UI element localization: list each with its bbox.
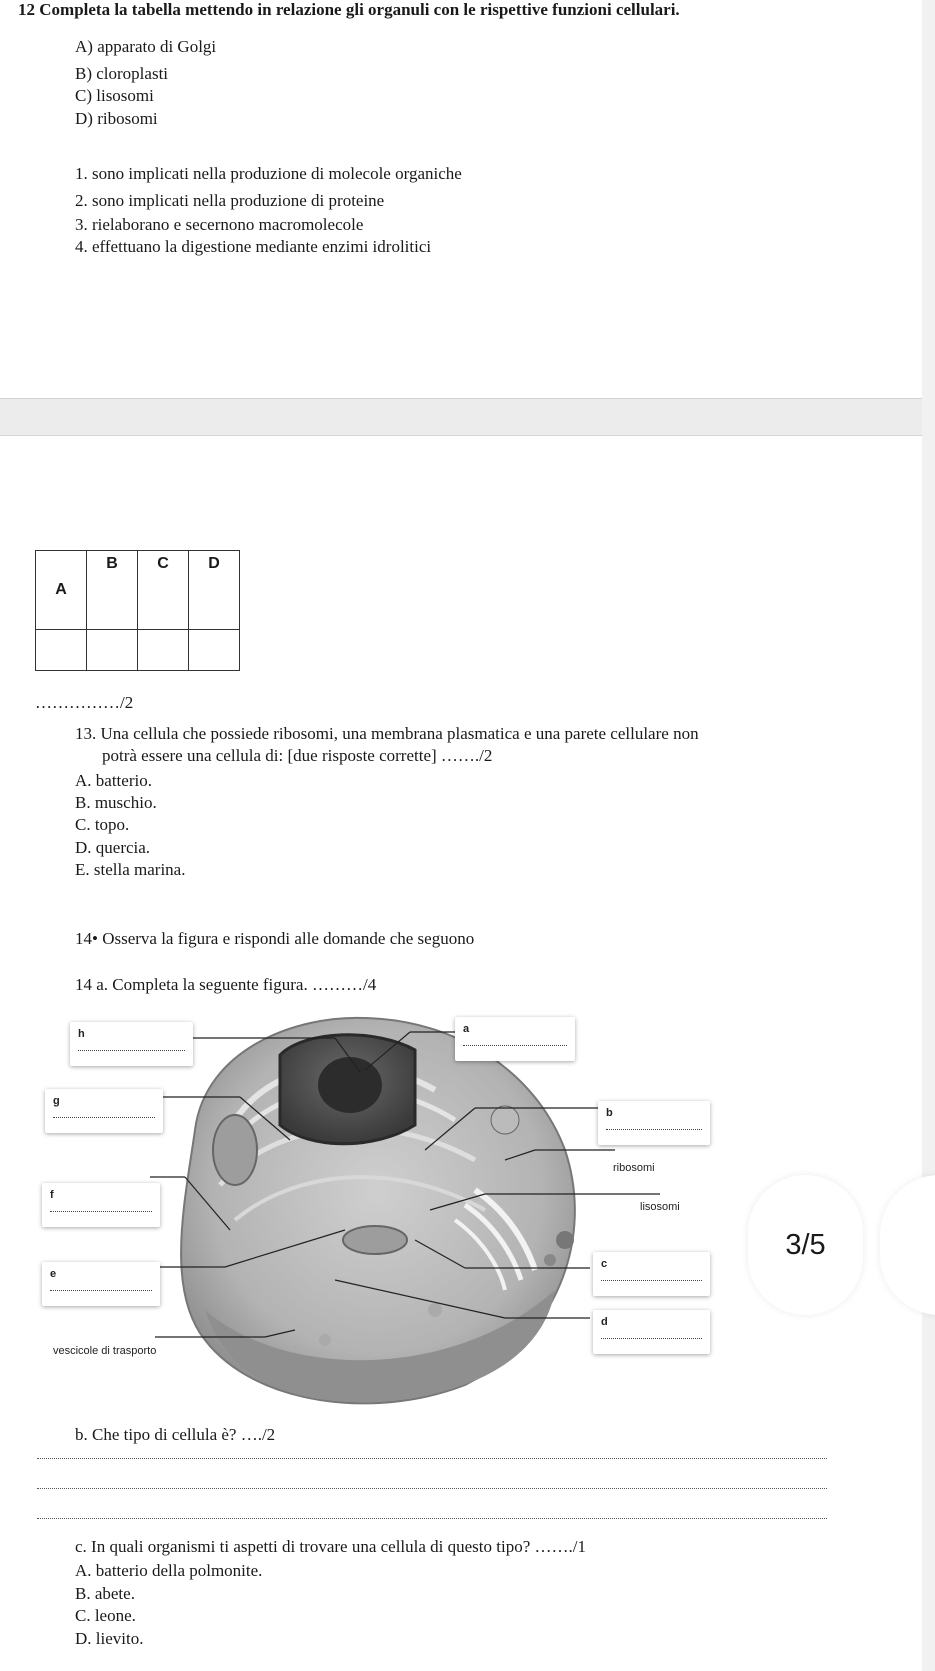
figure-label-b[interactable]: b	[598, 1101, 710, 1145]
figure-label-c[interactable]: c	[593, 1252, 710, 1296]
next-page-handle[interactable]	[880, 1175, 935, 1315]
figure-label-d[interactable]: d	[593, 1310, 710, 1354]
answer-table	[35, 550, 240, 671]
answer-line-3[interactable]	[37, 1518, 827, 1519]
q13-option-b: B. muschio.	[75, 793, 157, 812]
function-4: 4. effettuano la digestione mediante enzimi idrolitici	[75, 237, 432, 256]
table-header-a: A	[36, 551, 87, 630]
answer-line-2[interactable]	[37, 1488, 827, 1489]
organelle-b: B) cloroplasti	[75, 64, 169, 83]
q14-title: 14• Osserva la figura e rispondi alle domande che seguono	[75, 929, 475, 948]
q12-title: 12 Completa la tabella mettendo in relazione gli organuli con le rispettive funzioni cellulari.	[18, 0, 680, 19]
organelle-d: D) ribosomi	[75, 109, 158, 128]
organelle-c: C) lisosomi	[75, 86, 154, 105]
q14c-option-c: C. leone.	[75, 1606, 136, 1625]
q13-option-d: D. quercia.	[75, 838, 151, 857]
q14c-option-b: B. abete.	[75, 1584, 135, 1603]
figure-label-lisosomi: lisosomi	[640, 1201, 680, 1213]
figure-label-a[interactable]: a	[455, 1017, 575, 1061]
figure-label-f[interactable]: f	[42, 1183, 160, 1227]
page-separator	[0, 398, 922, 436]
q14c-option-a: A. batterio della polmonite.	[75, 1561, 263, 1580]
answer-cell-c[interactable]	[138, 630, 189, 671]
function-2: 2. sono implicati nella produzione di proteine	[75, 191, 385, 210]
q14c-option-d: D. lievito.	[75, 1629, 144, 1648]
q14b-prompt: b. Che tipo di cellula è? …./2	[75, 1425, 276, 1444]
organelle-a: A) apparato di Golgi	[75, 37, 217, 56]
figure-label-h[interactable]: h	[70, 1022, 193, 1066]
q12-score: ……………/2	[35, 693, 134, 712]
viewer-right-edge	[922, 0, 935, 1671]
q13-option-a: A. batterio.	[75, 771, 152, 790]
answer-line-1[interactable]	[37, 1458, 827, 1459]
figure-label-g[interactable]: g	[45, 1089, 163, 1133]
q13-question-line1: 13. Una cellula che possiede ribosomi, una membrana plasmatica e una parete cellulare non	[75, 724, 699, 743]
q13-option-e: E. stella marina.	[75, 860, 186, 879]
q13-option-c: C. topo.	[75, 815, 130, 834]
table-header-b: B	[87, 551, 138, 630]
answer-cell-b[interactable]	[87, 630, 138, 671]
answer-cell-a[interactable]	[36, 630, 87, 671]
figure-label-vescicole: vescicole di trasporto	[53, 1345, 157, 1357]
q13-question-line2: potrà essere una cellula di: [due risposte corrette] ……./2	[102, 746, 493, 765]
function-1: 1. sono implicati nella produzione di molecole organiche	[75, 164, 462, 183]
table-header-d: D	[189, 551, 240, 630]
answer-cell-d[interactable]	[189, 630, 240, 671]
table-header-c: C	[138, 551, 189, 630]
q14a-prompt: 14 a. Completa la seguente figura. ………/4	[75, 975, 377, 994]
q14c-prompt: c. In quali organismi ti aspetti di trovare una cellula di questo tipo? ……./1	[75, 1537, 586, 1556]
figure-label-ribosomi: ribosomi	[613, 1162, 655, 1174]
page-indicator: 3/5	[748, 1175, 863, 1315]
function-3: 3. rielaborano e secernono macromolecole	[75, 215, 364, 234]
figure-label-e[interactable]: e	[42, 1262, 160, 1306]
